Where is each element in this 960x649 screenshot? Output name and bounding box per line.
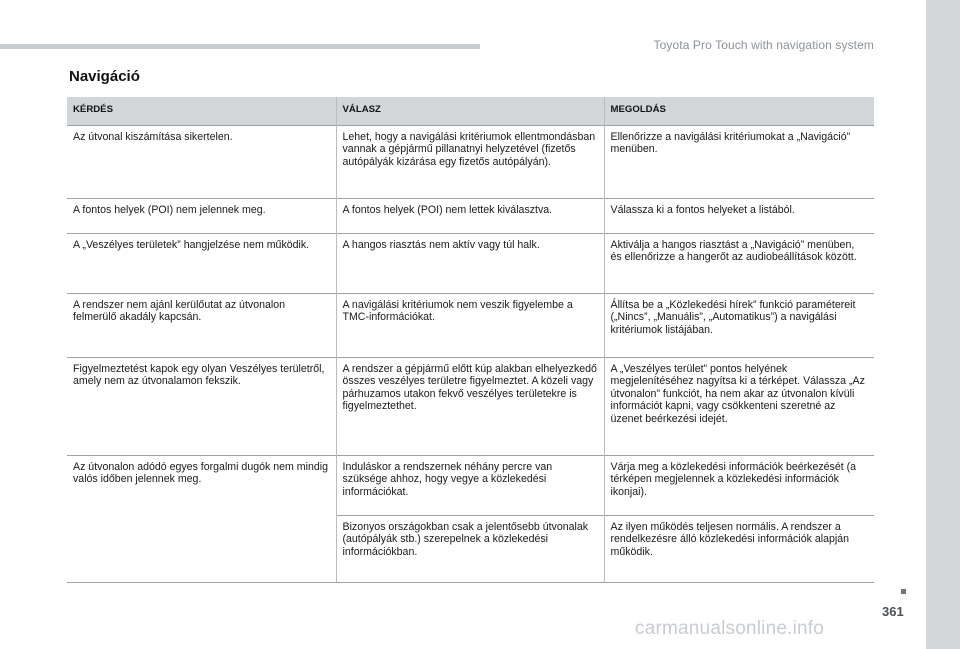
question-cell: A „Veszélyes területek” hangjelzése nem működik. — [67, 233, 336, 293]
troubleshooting-table — [67, 97, 874, 583]
answer-cell: A hangos riasztás nem aktív vagy túl halk. — [336, 233, 604, 293]
solution-cell: Az ilyen működés teljesen normális. A rendszer a rendelkezésre álló közlekedési információk alapján működik. — [604, 515, 874, 582]
answer-cell: Lehet, hogy a navigálási kritériumok ellentmondásban vannak a gépjármű pillanatnyi helyzetével (fizetős autópályák kizárása egy fizetős autópályán). — [336, 125, 604, 198]
table-row — [67, 125, 874, 198]
solution-cell: Ellenőrizze a navigálási kritériumokat a „Navigáció” menüben. — [604, 125, 874, 198]
table-row — [67, 293, 874, 357]
table-row — [67, 455, 874, 515]
solution-cell: Aktiválja a hangos riasztást a „Navigáció” menüben, és ellenőrizze a hangerőt az audiobeállítások között. — [604, 233, 874, 293]
solution-cell: A „Veszélyes terület” pontos helyének megjelenítéséhez nagyítsa ki a térképet. Válassza „Az útvonalon” funkciót, ha nem akar az útvonalon kívüli információt kapni, vagy csökkenteni szeretné az üzenet beérkezési idejét. — [604, 357, 874, 455]
answer-cell: A fontos helyek (POI) nem lettek kiválasztva. — [336, 198, 604, 233]
table-row — [67, 357, 874, 455]
page-marker — [901, 589, 906, 594]
header-rule — [0, 44, 480, 49]
page-edge-strip — [926, 0, 960, 649]
header-answer: VÁLASZ — [336, 97, 604, 125]
header-title: Toyota Pro Touch with navigation system — [653, 38, 874, 52]
table-row — [67, 233, 874, 293]
table-row — [67, 198, 874, 233]
question-cell: A rendszer nem ajánl kerülőutat az útvonalon felmerülő akadály kapcsán. — [67, 293, 336, 357]
answer-cell: A navigálási kritériumok nem veszik figyelembe a TMC-információkat. — [336, 293, 604, 357]
question-cell: Figyelmeztetést kapok egy olyan Veszélyes területről, amely nem az útvonalamon fekszik. — [67, 357, 336, 455]
header-question: KÉRDÉS — [67, 97, 336, 125]
answer-cell: Induláskor a rendszernek néhány percre van szüksége ahhoz, hogy vegye a közlekedési információkat. — [336, 455, 604, 515]
solution-cell: Válassza ki a fontos helyeket a listából. — [604, 198, 874, 233]
question-cell: Az útvonal kiszámítása sikertelen. — [67, 125, 336, 198]
question-cell: Az útvonalon adódó egyes forgalmi dugók nem mindig valós időben jelennek meg. — [67, 455, 336, 582]
answer-cell: Bizonyos országokban csak a jelentősebb útvonalak (autópályák stb.) szerepelnek a közlekedési információkban. — [336, 515, 604, 582]
section-title: Navigáció — [69, 68, 140, 85]
header-solution: MEGOLDÁS — [604, 97, 874, 125]
solution-cell: Várja meg a közlekedési információk beérkezését (a térképen megjelennek a közlekedési információk ikonjai). — [604, 455, 874, 515]
page-number: 361 — [882, 604, 904, 619]
watermark: carmanualsonline.info — [635, 618, 825, 639]
table-header-row — [67, 97, 874, 125]
solution-cell: Állítsa be a „Közlekedési hírek” funkció paramétereit („Nincs”, „Manuális”, „Automatikus”) a navigálási kritériumok listájában. — [604, 293, 874, 357]
question-cell: A fontos helyek (POI) nem jelennek meg. — [67, 198, 336, 233]
answer-cell: A rendszer a gépjármű előtt kúp alakban elhelyezkedő összes veszélyes területre figyelmeztet. A közeli vagy párhuzamos utakon fekvő veszélyes területekre is figyelmeztethet. — [336, 357, 604, 455]
